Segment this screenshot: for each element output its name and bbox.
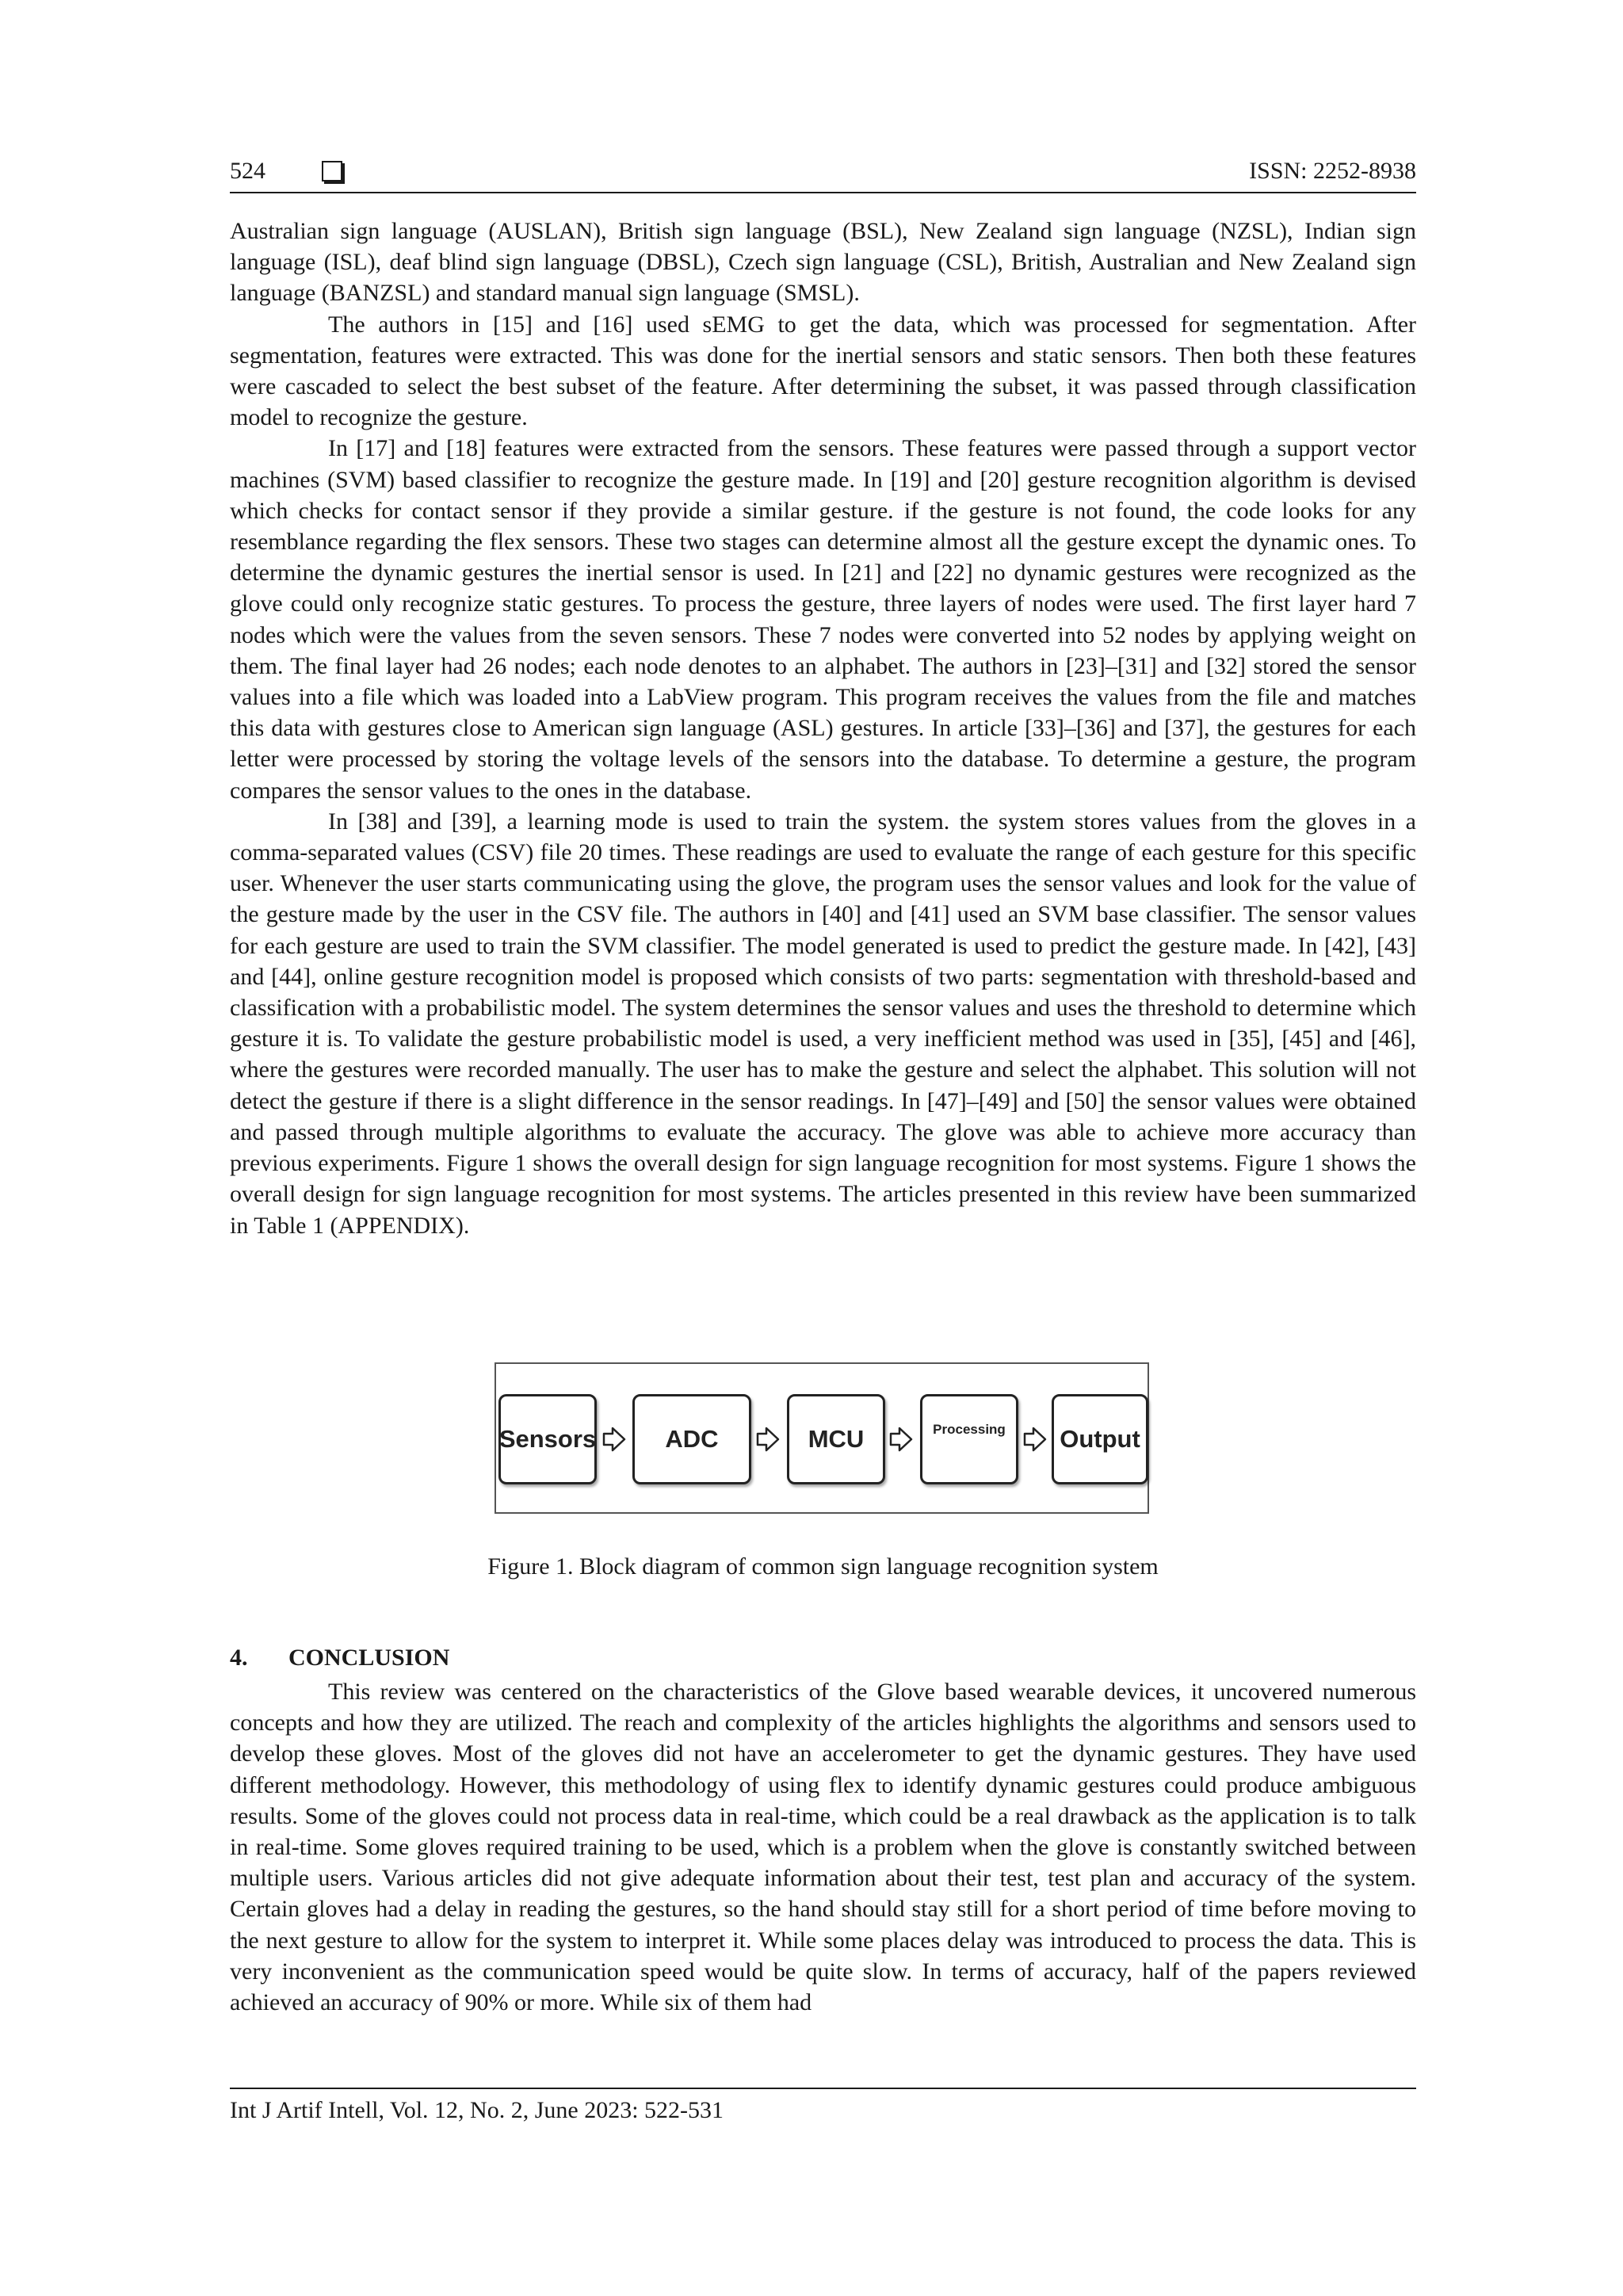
block-diagram-figure bbox=[495, 1362, 1149, 1514]
figure-caption: Figure 1. Block diagram of common sign language recognition system bbox=[487, 1553, 1159, 1580]
section-title: CONCLUSION bbox=[288, 1645, 450, 1671]
footer-divider bbox=[230, 2088, 1416, 2089]
journal-citation: Int J Artif Intell, Vol. 12, No. 2, June 2023: 522-531 bbox=[230, 2097, 724, 2123]
header-divider bbox=[230, 192, 1416, 193]
diagram-block-mcu: MCU bbox=[787, 1394, 885, 1484]
paragraph: This review was centered on the characteristics of the Glove based wearable devices, it uncovered numerous concepts and how they are utilized. The reach and complexity of the articles highlights the algorithms and sensors used to develop these gloves. Most of the gloves did not have an accelerometer to get the dynamic gestures. They have used different methodology. However, this methodology of using flex to identify dynamic gestures could produce ambiguous results. Some of the gloves could not process data in real-time, which could be a real drawback as the application is to talk in real-time. Some gloves required training to be used, which is a problem when the glove is constantly switched between multiple users. Various articles did not give adequate information about their test, test plan and accuracy of the system. Certain gloves had a delay in reading the gestures, so the hand should stay still for a short period of time before moving to the next gesture to allow for the system to interpret it. While some places delay was introduced to process the data. This is very inconvenient as the communication speed would be quite slow. In terms of accuracy, half of the papers reviewed achieved an accuracy of 90% or more. While six of them had bbox=[230, 1679, 1416, 2016]
arrow-right-icon bbox=[1022, 1426, 1048, 1453]
paragraph: The authors in [15] and [16] used sEMG to get the data, which was processed for segmentation. After segmentation, features were extracted. This was done for the inertial sensors and static sensors. Then both these features were cascaded to select the best subset of the feature. After determining the subset, it was passed through classification model to recognize the gesture. bbox=[230, 311, 1416, 431]
paragraph: In [17] and [18] features were extracted from the sensors. These features were passed through a support vector machines (SVM) based classifier to recognize the gesture made. In [19] and [20] gesture recognition algorithm is devised which checks for contact sensor if they provide a similar gesture. if the gesture is not found, the code looks for any resemblance regarding the flex sensors. These two stages can determine almost all the gesture except the dynamic ones. To determine the dynamic gestures the inertial sensor is used. In [21] and [22] no dynamic gestures were recognized as the glove could only recognize static gestures. To process the gesture, three layers of nodes were used. The first layer hard 7 nodes which were the values from the seven sensors. These 7 nodes were converted into 52 nodes by applying weight on them. The final layer had 26 nodes; each node denotes to an alphabet. The authors in [23]–[31] and [32] stored the sensor values into a file which was loaded into a LabView program. This program receives the values from the file and matches this data with gestures close to American sign language (ASL) gestures. In article [33]–[36] and [37], the gestures for each letter were processed by storing the voltage levels of the sensors into the database. To determine a gesture, the program compares the sensor values to the ones in the database. bbox=[230, 435, 1416, 804]
arrow-right-icon bbox=[601, 1426, 627, 1453]
issn-label: ISSN: 2252-8938 bbox=[1249, 158, 1416, 184]
body-section bbox=[230, 216, 1416, 1241]
section-heading bbox=[230, 1642, 449, 1674]
checkbox-icon bbox=[322, 161, 342, 181]
arrow-right-icon bbox=[755, 1426, 781, 1453]
diagram-block-output: Output bbox=[1052, 1394, 1148, 1484]
paragraph: In [38] and [39], a learning mode is used to train the system. the system stores values from the gloves in a comma-separated values (CSV) file 20 times. These readings are used to evaluate the range of each gesture for this specific user. Whenever the user starts communicating using the glove, the program uses the sensor values and look for the value of the gesture made by the user in the CSV file. The authors in [40] and [41] used an SVM base classifier. The sensor values for each gesture are used to train the SVM classifier. The model generated is used to predict the gesture made. In [42], [43] and [44], online gesture recognition model is proposed which consists of two parts: segmentation with threshold-based and classification with a probabilistic model. The system determines the sensor values and uses the threshold to determine which gesture it is. To validate the gesture probabilistic model is used, a very inefficient method was used in [35], [45] and [46], where the gestures were recorded manually. The user has to make the gesture and select the alphabet. This solution will not detect the gesture if there is a slight difference in the sensor readings. In [47]–[49] and [50] the sensor values were obtained and passed through multiple algorithms to evaluate the accuracy. The glove was able to achieve more accuracy than previous experiments. Figure 1 shows the overall design for sign language recognition for most systems. Figure 1 shows the overall design for sign language recognition for most systems. The articles presented in this review have been summarized in Table 1 (APPENDIX). bbox=[230, 808, 1416, 1239]
arrow-right-icon bbox=[888, 1426, 914, 1453]
diagram-block-sensors: Sensors bbox=[498, 1394, 597, 1484]
diagram-block-adc: ADC bbox=[632, 1394, 751, 1484]
diagram-block-processing: Processing bbox=[920, 1394, 1018, 1484]
section-number: 4. bbox=[230, 1645, 248, 1671]
page-header bbox=[230, 154, 1416, 189]
conclusion-section bbox=[230, 1676, 1416, 2018]
paragraph: Australian sign language (AUSLAN), British sign language (BSL), New Zealand sign language (NZSL), Indian sign language (ISL), deaf blind sign language (DBSL), Czech sign language (CSL), British, Australian and New Zealand sign language (BANZSL) and standard manual sign language (SMSL). bbox=[230, 218, 1416, 307]
page-number: 524 bbox=[230, 158, 265, 184]
